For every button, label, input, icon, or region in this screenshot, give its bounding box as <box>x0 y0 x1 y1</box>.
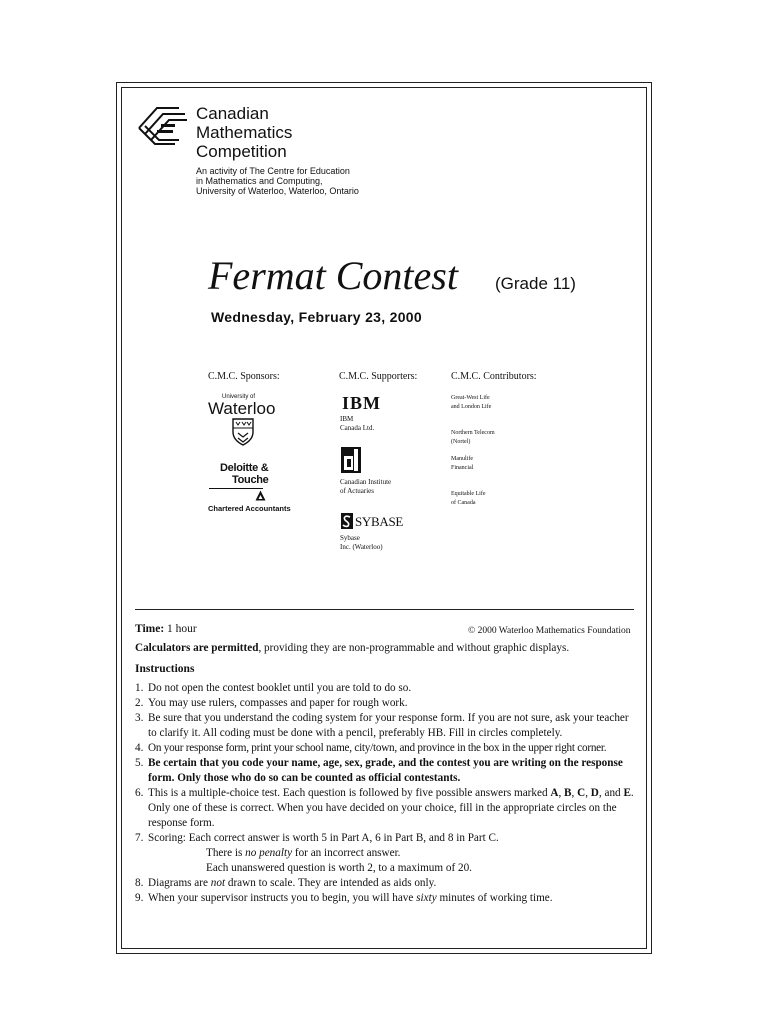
copyright-notice: © 2000 Waterloo Mathematics Foundation <box>468 626 631 636</box>
org-name-line: Canadian <box>196 104 269 123</box>
instruction-item: 5. Be certain that you code your name, age, sex, grade, and the contest you are writing on the response form. Only those who do so can be counted as official contestants. <box>135 757 623 784</box>
deloitte-logo-line2: Touche <box>232 474 269 486</box>
instruction-text: You may use rulers, compasses and paper for rough work. <box>148 697 408 709</box>
waterloo-small-text: University of <box>222 394 256 400</box>
ibm-text <box>340 415 374 433</box>
instruction-item: 7. Scoring: Each correct answer is worth 5 in Part A, 6 in Part B, and 8 in Part C. There is no penalty for an incorrect answer. Each unanswered question is worth 2, to a maximum of 20. <box>135 831 635 876</box>
choice-letter: B <box>564 787 572 799</box>
ibm-line: IBM <box>340 415 354 423</box>
sybase-line: Inc. (Waterloo) <box>340 543 383 551</box>
choice-letter: A <box>550 787 559 799</box>
contributor-line: Equitable Life <box>451 491 486 497</box>
scoring-line <box>148 846 635 861</box>
contributor-line: Northern Telecom <box>451 430 495 436</box>
contributor-line: Manulife <box>451 456 473 462</box>
instruction-text: Be certain that you code your name, age, sex, grade, and the contest you are writing on the response form. Only those who do so can be counted as official contestants. <box>148 757 623 784</box>
organization-subtitle <box>196 166 359 196</box>
org-sub-line: An activity of The Centre for Education <box>196 166 350 176</box>
contributor-line: Financial <box>451 465 474 471</box>
instruction-text: On your response form, print your school name, city/town, and province in the box in the upper right corner. <box>148 742 607 754</box>
cia-line: Canadian Institute <box>340 478 392 486</box>
sybase-logo: SYBASE <box>355 514 404 529</box>
instruction-text: There is <box>206 847 246 859</box>
waterloo-wordmark: Waterloo <box>208 399 276 418</box>
instruction-emphasis: not <box>210 877 226 889</box>
time-value: 1 hour <box>167 623 197 635</box>
contest-title: Fermat Contest <box>208 253 458 298</box>
scoring-line: Each unanswered question is worth 2, to a maximum of 20. <box>206 862 472 874</box>
time-label: Time: <box>135 623 165 635</box>
org-name-line: Competition <box>196 142 287 161</box>
deloitte-rule <box>209 488 263 489</box>
instruction-item: 8. Diagrams are not drawn to scale. They are intended as aids only. <box>135 877 437 889</box>
org-sub-line: University of Waterloo, Waterloo, Ontario <box>196 186 359 196</box>
instructions-list <box>135 681 635 906</box>
instruction-item: 1. Do not open the contest booklet until you are told to do so. <box>135 682 412 694</box>
organization-name <box>196 104 292 161</box>
cia-logo-icon <box>340 446 362 474</box>
instructions-heading: Instructions <box>135 663 195 675</box>
sponsors-heading: C.M.C. Sponsors: <box>208 371 280 382</box>
contributor-item <box>451 455 473 473</box>
contributor-item <box>451 394 491 412</box>
instruction-item: 9. When your supervisor instructs you to begin, you will have sixty minutes of working time. <box>135 892 553 904</box>
instruction-text: drawn to scale. They are intended as aids only. <box>225 877 437 889</box>
contest-grade: (Grade 11) <box>495 274 576 293</box>
waterloo-crest-icon <box>232 418 254 446</box>
org-name-line: Mathematics <box>196 123 293 142</box>
deloitte-logo-line1: Deloitte & <box>220 462 269 474</box>
instruction-text: for an incorrect answer. <box>292 847 401 859</box>
cia-line: of Actuaries <box>340 487 375 495</box>
instruction-text: and <box>604 787 621 799</box>
contributor-item <box>451 429 495 447</box>
contest-date: Wednesday, February 23, 2000 <box>211 309 422 325</box>
instruction-text: This is a multiple-choice test. Each question is followed by five possible answers marked <box>148 787 551 799</box>
sybase-line: Sybase <box>340 534 360 542</box>
deloitte-triangle-icon <box>255 490 266 501</box>
contributor-line: (Nortel) <box>451 439 471 445</box>
instruction-text: Diagrams are <box>148 877 211 889</box>
contributors-heading: C.M.C. Contributors: <box>451 371 537 382</box>
instruction-item: 6. This is a multiple-choice test. Each question is followed by five possible answers marked A, B, C, D, and E. Only one of these is correct. When you have decided on your choice, fill in the appropriate circles on the response form. <box>135 787 634 829</box>
instruction-text: Be sure that you understand the coding system for your response form. If you are not sure, ask your teacher to clarify it. All coding must be done with a pencil, preferably HB. Fill in circles completely. <box>148 712 629 739</box>
sybase-emblem-icon <box>341 513 353 529</box>
instruction-emphasis: no penalty <box>245 847 293 859</box>
instruction-emphasis: sixty <box>416 892 437 904</box>
choice-letter: E <box>623 787 631 799</box>
cmc-logo-icon <box>135 100 190 150</box>
supporters-heading: C.M.C. Supporters: <box>339 371 418 382</box>
contributor-line: of Canada <box>451 500 476 506</box>
contributor-item <box>451 490 486 508</box>
sybase-text <box>340 534 383 552</box>
ibm-line: Canada Ltd. <box>340 424 375 432</box>
instruction-text: Do not open the contest booklet until you are told to do so. <box>148 682 412 694</box>
contributor-line: Great-West Life <box>451 395 490 401</box>
contributor-line: and London Life <box>451 404 492 410</box>
instruction-item: 2. You may use rulers, compasses and paper for rough work. <box>135 697 408 709</box>
instruction-item: 3. Be sure that you understand the coding system for your response form. If you are not sure, ask your teacher to clarify it. All coding must be done with a pencil, preferably HB. Fill in circles completely. <box>135 712 629 739</box>
calculator-policy <box>135 642 569 654</box>
instruction-text: . Only one of these is correct. When you have decided on your choice, fill in the appropriate circles on the response form. <box>148 787 634 829</box>
deloitte-subtitle: Chartered Accountants <box>208 504 291 513</box>
time-line <box>135 623 197 635</box>
choice-letter: C <box>577 787 586 799</box>
instruction-text: minutes of working time. <box>436 892 553 904</box>
org-sub-line: in Mathematics and Computing, <box>196 176 323 186</box>
instruction-item: 4. On your response form, print your school name, city/town, and province in the box in the upper right corner. <box>135 742 607 754</box>
cia-text <box>340 478 391 496</box>
calc-bold: Calculators are permitted <box>135 642 259 654</box>
choice-letter: D <box>590 787 599 799</box>
instruction-text: When your supervisor instructs you to begin, you will have <box>148 892 417 904</box>
calc-rest: , providing they are non-programmable and without graphic displays. <box>258 642 570 654</box>
instruction-text: Scoring: Each correct answer is worth 5 in Part A, 6 in Part B, and 8 in Part C. <box>148 832 499 844</box>
ibm-logo: IBM <box>342 393 381 413</box>
divider-rule <box>135 609 634 610</box>
